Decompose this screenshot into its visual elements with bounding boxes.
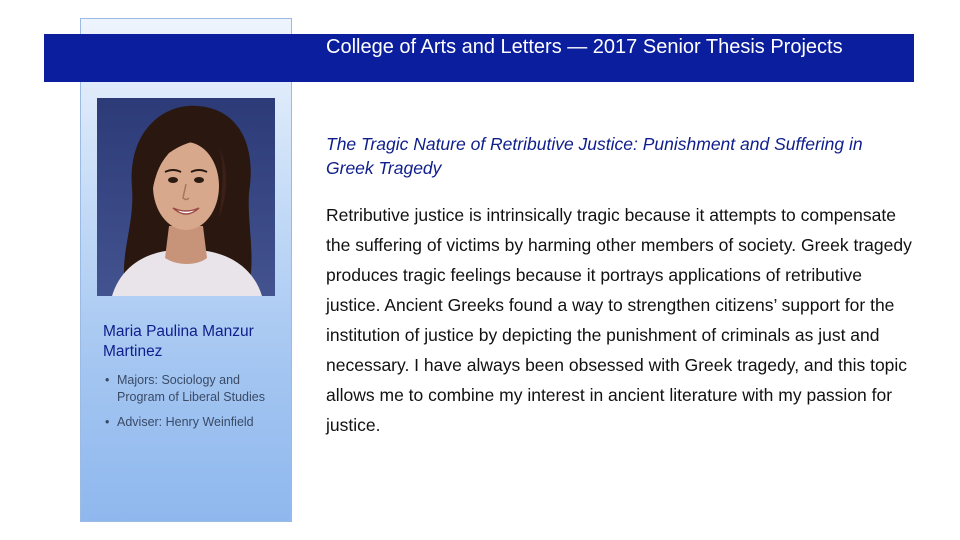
adviser-text: Adviser: Henry Weinfield (117, 415, 254, 429)
adviser-item (103, 414, 283, 431)
majors-item (103, 372, 283, 406)
student-portrait (97, 98, 275, 296)
thesis-title: The Tragic Nature of Retributive Justice: Punishment and Suffering in Greek Tragedy (326, 134, 863, 178)
student-name: Maria Paulina Manzur Martinez (103, 323, 254, 360)
student-details-list (103, 372, 283, 439)
bullet-icon: • (105, 415, 110, 429)
bullet-icon: • (105, 373, 110, 387)
thesis-abstract: Retributive justice is intrinsically tragic because it attempts to compensate the suffering of victims by harming other members of society. Greek tragedy produces tragic feelings because it portrays applications of retributive justice. Ancient Greeks found a way to strengthen citizens’ support for the institution of justice by depicting the punishment of criminals as just and necessary. I have always been obsessed with Greek tragedy, and this topic allows me to combine my interest in ancient literature with my passion for justice. (326, 205, 912, 435)
page-title: College of Arts and Letters — 2017 Senior Thesis Projects (326, 36, 843, 58)
majors-text: Majors: Sociology and Program of Liberal Studies (117, 373, 265, 404)
